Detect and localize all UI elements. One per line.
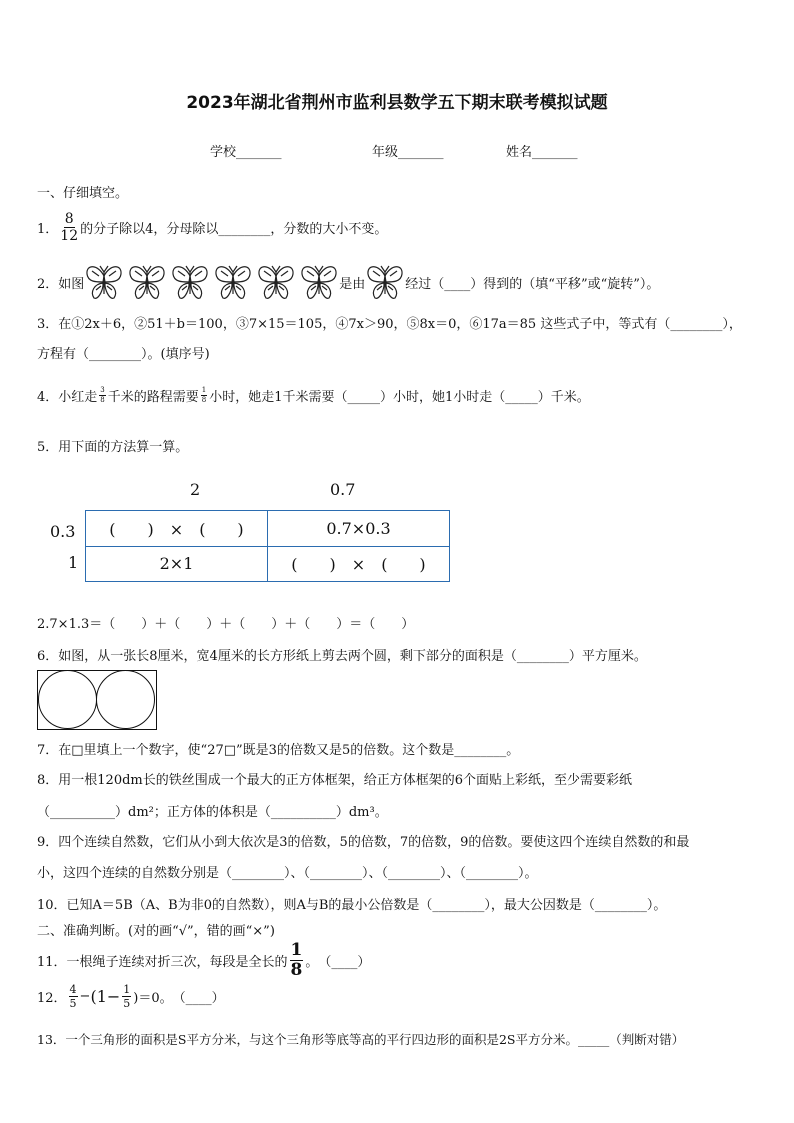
fraction: $\frac{4}{5}$: [69, 983, 77, 1010]
section-heading-fill: 一、仔细填空。: [37, 186, 129, 201]
question-3-line1: 3．在①2x＋6，②51＋b＝100，③7×15＝105，④7x＞90，⑤8x＝0，⑥17a＝85 这些式子中，等式有（________），: [37, 317, 742, 332]
grid-cell: 0.7×0.3: [268, 511, 450, 547]
question-text-post: 经过（____）得到的（填“平移”或“旋转”）。: [405, 276, 660, 292]
school-field: 学校_______: [210, 145, 282, 160]
question-2: [37, 262, 659, 302]
paren-open: (1−: [90, 987, 121, 1006]
question-8-line1: 8．用一根120dm长的铁丝围成一个最大的正方体框架，给正方体框架的6个面贴上彩纸，至少需要彩纸: [37, 773, 633, 788]
row-label: 1: [68, 553, 79, 572]
butterfly-row: [84, 262, 339, 302]
question-5: 5．用下面的方法算一算。: [37, 440, 189, 455]
butterfly-icon: [84, 262, 124, 302]
grid-cell: 2×1: [86, 546, 268, 582]
question-number: 1．: [37, 222, 59, 237]
question-text-pre: 11．一根绳子连续对折三次，每段是全长的: [37, 955, 288, 970]
question-12: [37, 984, 225, 1009]
question-10: 10．已知A＝5B（A、B为非0的自然数），则A与B的最小公倍数是（________），最大公因数是（________）。: [37, 898, 667, 913]
page-title: 2023年湖北省荆州市监利县数学五下期末联考模拟试题: [186, 93, 608, 113]
question-text-pre: 4．小红走: [37, 390, 98, 405]
name-field: 姓名_______: [506, 145, 578, 160]
question-9-line2: 小，这四个连续的自然数分别是（________）、（________）、（________）、（________）。: [37, 866, 538, 881]
question-13: 13．一个三角形的面积是S平方分米，与这个三角形等底等高的平行四边形的面积是2S平方分米。_____（判断对错）: [37, 1032, 685, 1047]
fraction: $\frac{1}{8}$: [290, 940, 303, 980]
multiplication-grid: [85, 510, 450, 582]
question-9-line1: 9．四个连续自然数，它们从小到大依次是3的倍数，5的倍数，7的倍数，9的倍数。要使这四个连续自然数的和最: [37, 835, 690, 850]
butterfly-icon: [299, 262, 339, 302]
question-3-line2: 方程有（________）。(填序号): [37, 347, 210, 362]
question-4: [37, 386, 590, 405]
fraction: $\frac{1}{5}$: [123, 983, 131, 1010]
fraction: $\frac{1}{8}$: [201, 386, 207, 404]
question-6: 6．如图，从一张长8厘米，宽4厘米的长方形纸上剪去两个圆，剩下部分的面积是（________）平方厘米。: [37, 649, 647, 664]
circle-left: [38, 670, 97, 729]
column-label: 2: [190, 480, 201, 499]
question-text-mid: 是由: [339, 276, 366, 292]
question-text-pre: 2．如图: [37, 276, 85, 292]
question-8-line2: （__________）dm²；正方体的体积是（__________）dm³。: [37, 805, 388, 820]
fraction: $\frac{8}{12}$: [60, 211, 79, 244]
butterfly-icon: [256, 262, 296, 302]
rectangle-with-circles: [37, 670, 157, 730]
column-label: 0.7: [330, 480, 356, 499]
grade-field: 年级_______: [372, 145, 444, 160]
question-7: 7．在□里填上一个数字，使“27□”既是3的倍数又是5的倍数。这个数是________。: [37, 743, 520, 758]
butterfly-icon: [213, 262, 253, 302]
butterfly-icon: [127, 262, 167, 302]
question-text-post: )＝0。 （____）: [133, 991, 225, 1006]
fraction: $\frac{3}{8}$: [100, 386, 105, 404]
butterfly-icon: [170, 262, 210, 302]
question-text-mid: 千米的路程需要: [107, 390, 199, 405]
row-label: 0.3: [50, 522, 76, 541]
question-11: [37, 942, 370, 979]
section-heading-judge: 二、准确判断。(对的画“√”，错的画“×”): [37, 924, 275, 939]
question-number: 12．: [37, 991, 67, 1006]
question-text: 的分子除以4，分母除以________，分数的大小不变。: [80, 222, 388, 237]
question-5-result: 2.7×1.3＝（ ）＋（ ）＋（ ）＋（ ）＝（ ）: [37, 617, 415, 632]
circle-right: [96, 670, 155, 729]
grid-cell: ( ) × ( ): [86, 511, 268, 547]
grid-cell: ( ) × ( ): [268, 546, 450, 582]
minus-sign: −: [79, 989, 91, 1004]
question-text-post: 。 （____）: [305, 955, 371, 970]
question-text-post: 小时，她走1千米需要（_____）小时，她1小时走（_____）千米。: [209, 390, 590, 405]
butterfly-single: [365, 262, 405, 302]
question-1: [37, 212, 387, 243]
butterfly-icon: [365, 262, 405, 302]
